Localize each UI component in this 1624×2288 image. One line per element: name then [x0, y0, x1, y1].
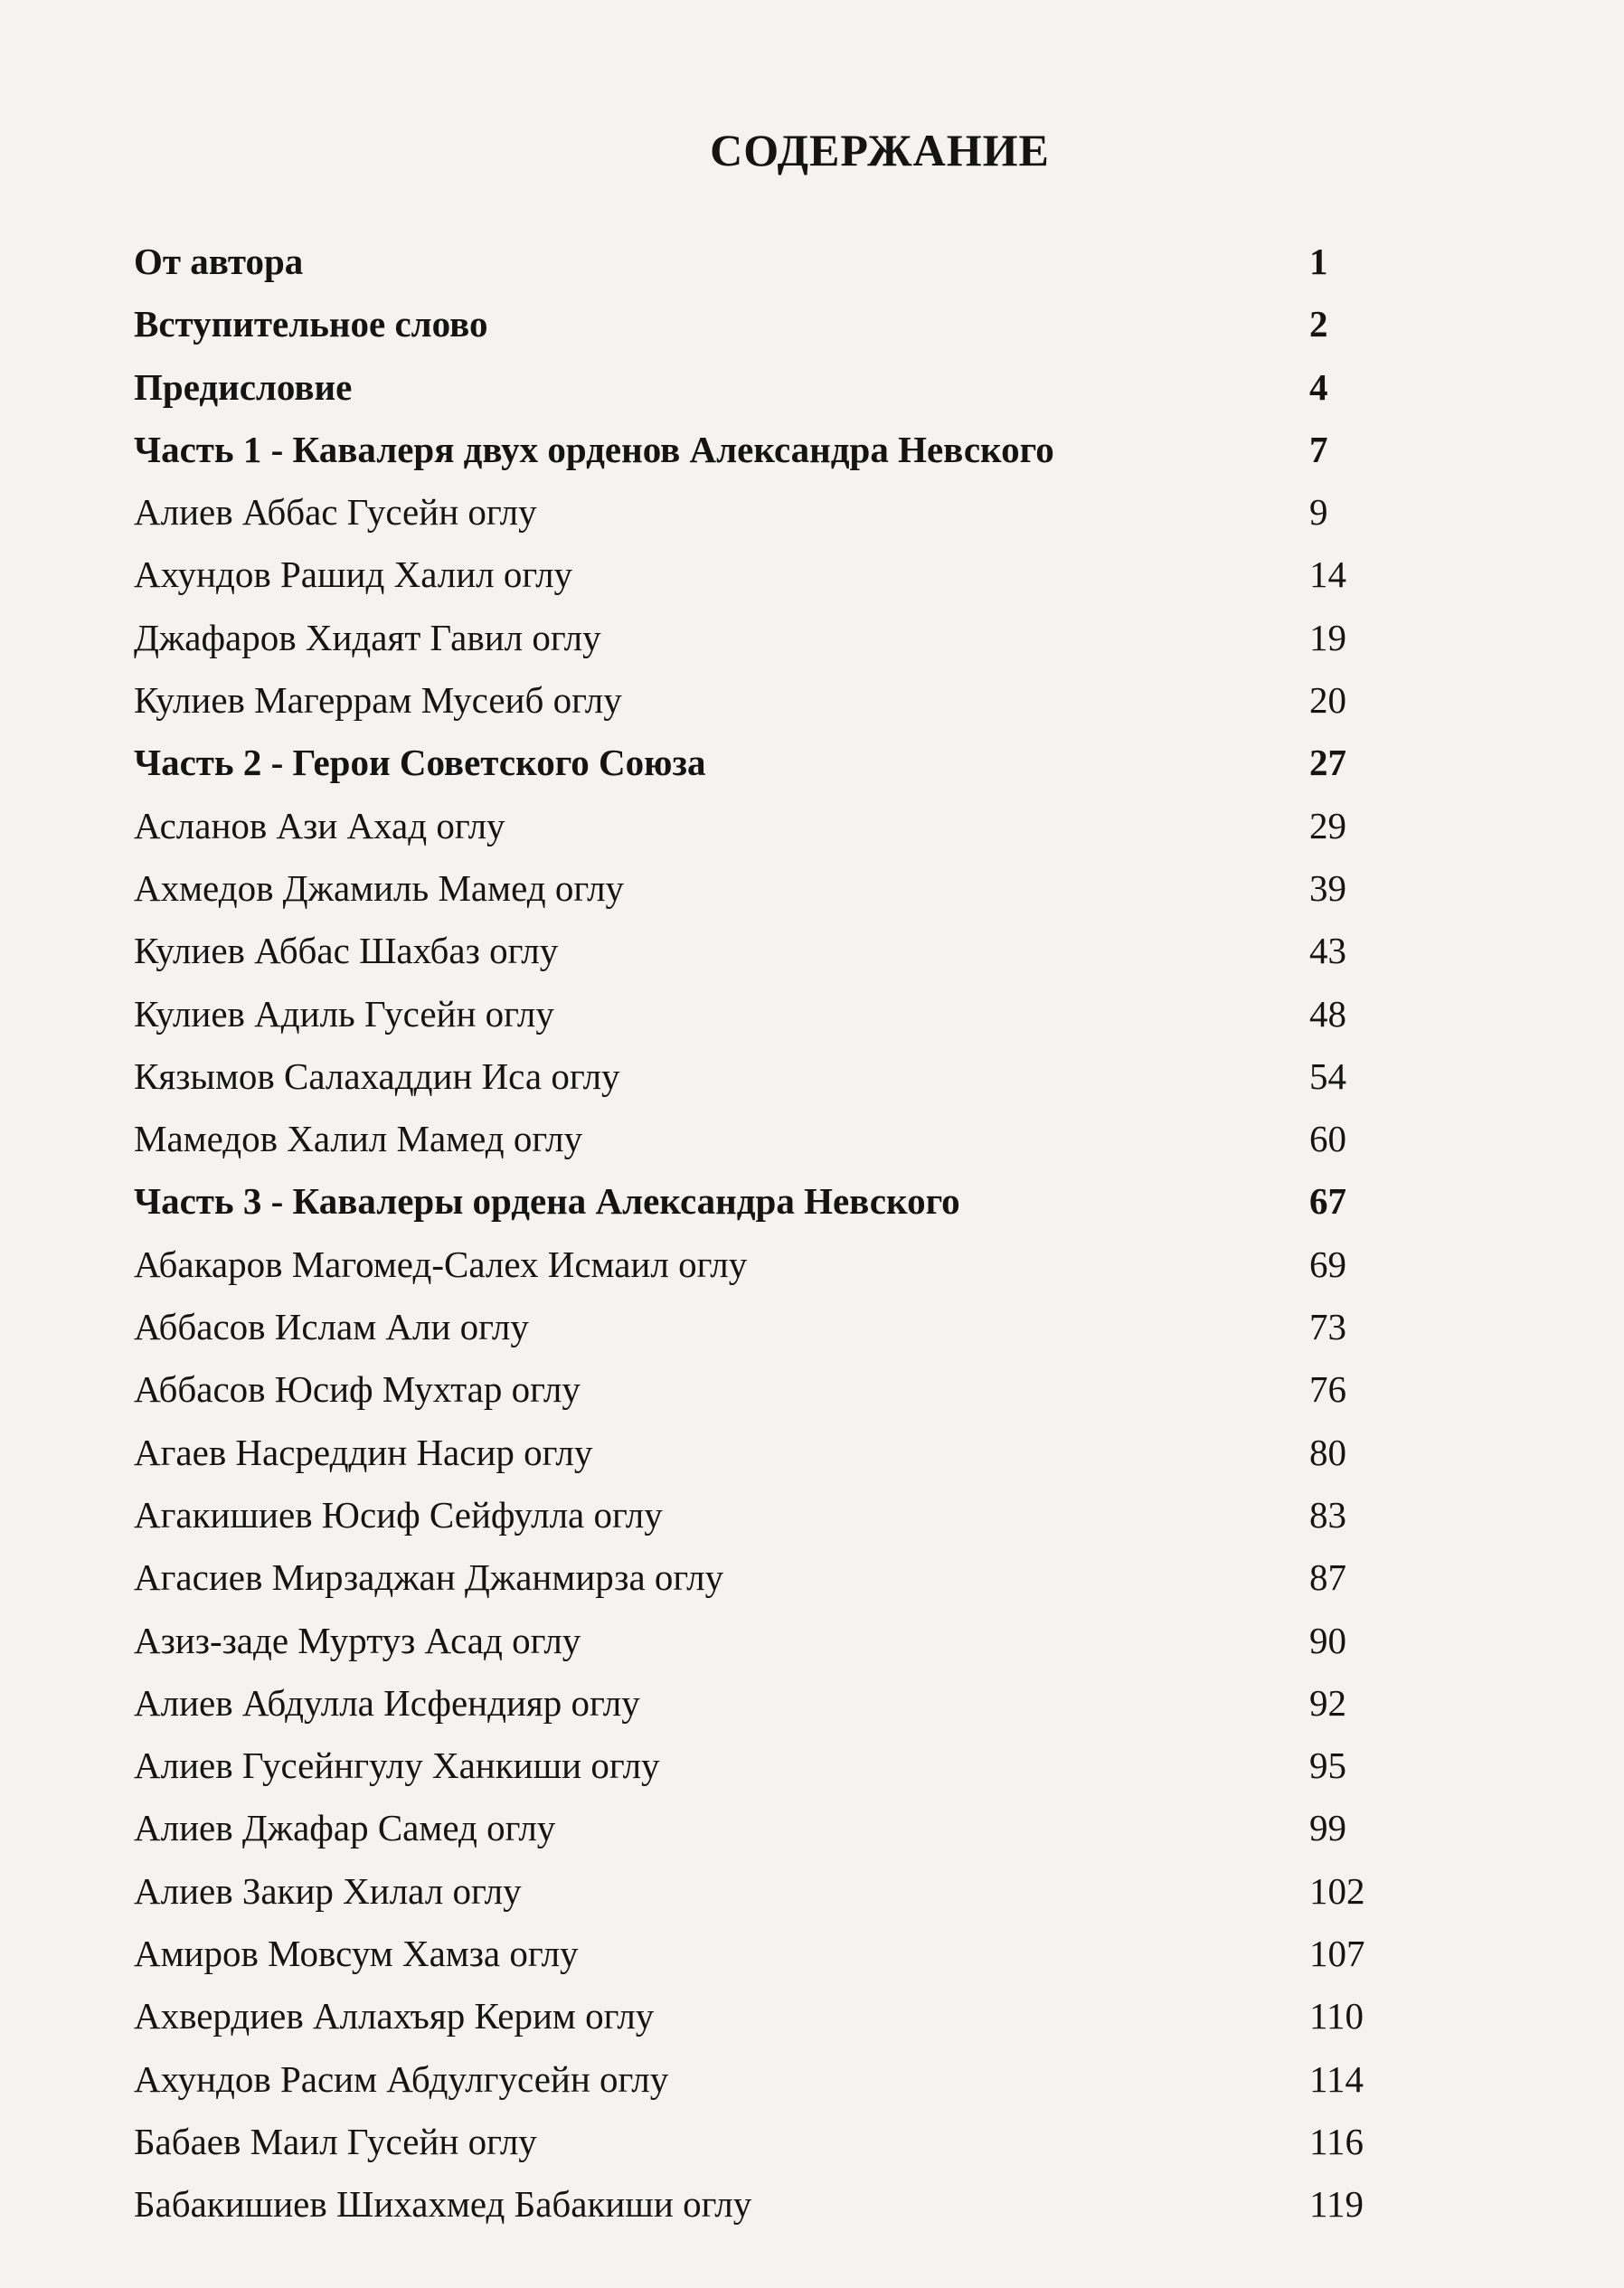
toc-entry-page-number: 102	[1309, 1869, 1365, 1912]
toc-section-heading	[134, 356, 1418, 419]
toc-section-heading	[134, 1170, 1418, 1233]
toc-entry-title: Ахундов Расим Абдулгусейн оглу	[134, 2057, 669, 2100]
toc-entry-title: Ахвердиев Аллахъяр Керим оглу	[134, 1995, 655, 2037]
toc-entry	[134, 2048, 1418, 2111]
toc-entry	[134, 669, 1418, 732]
toc-entry-page-number: 7	[1309, 428, 1328, 470]
toc-entry-title: Часть 2 - Герои Советского Союза	[134, 742, 706, 784]
toc-entry-title: Алиев Абдулла Исфендияр оглу	[134, 1681, 640, 1724]
toc-entry-title: Абакаров Магомед-Салех Исмаил оглу	[134, 1243, 748, 1285]
toc-entry	[134, 1108, 1418, 1170]
toc-entry	[134, 481, 1418, 544]
toc-entry-title: Часть 1 - Кавалеря двух орденов Александра Невского	[134, 428, 1054, 470]
toc-section-heading	[134, 231, 1418, 293]
toc-section-heading	[134, 293, 1418, 355]
toc-entry-title: Часть 3 - Кавалеры ордена Александра Невского	[134, 1180, 960, 1223]
toc-entry-page-number: 20	[1309, 679, 1346, 722]
toc-entry-page-number: 29	[1309, 804, 1346, 846]
toc-section-heading	[134, 419, 1418, 481]
toc-entry-title: Ахундов Рашид Халил оглу	[134, 553, 573, 596]
toc-entry-title: От автора	[134, 241, 304, 282]
toc-entry-page-number: 80	[1309, 1431, 1346, 1473]
toc-entry-page-number: 119	[1309, 2183, 1364, 2226]
toc-entry	[134, 544, 1418, 606]
toc-entry	[134, 1860, 1418, 1923]
toc-entry-page-number: 99	[1309, 1807, 1346, 1849]
toc-entry	[134, 920, 1418, 982]
toc-entry-title: Асланов Ази Ахад оглу	[134, 804, 505, 846]
toc-entry-page-number: 73	[1309, 1306, 1346, 1348]
toc-entry	[134, 1672, 1418, 1735]
toc-entry-page-number: 43	[1309, 930, 1346, 972]
toc-entry-page-number: 67	[1309, 1180, 1346, 1223]
toc-entry-page-number: 107	[1309, 1933, 1365, 1975]
toc-entry-page-number: 4	[1309, 365, 1328, 408]
toc-entry	[134, 1797, 1418, 1859]
toc-entry-title: Кулиев Аббас Шахбаз оглу	[134, 930, 559, 972]
toc-entry-page-number: 9	[1309, 491, 1328, 534]
toc-entry-title: Агасиев Мирзаджан Джанмирза оглу	[134, 1556, 724, 1599]
toc-entry	[134, 1296, 1418, 1358]
toc-entry-title: Амиров Мовсум Хамза оглу	[134, 1933, 579, 1975]
toc-entry-page-number: 95	[1309, 1744, 1346, 1787]
toc-entry	[134, 1923, 1418, 1985]
toc-entry	[134, 1985, 1418, 2047]
toc-entry-title: Джафаров Хидаят Гавил оглу	[134, 616, 601, 658]
toc-entry-page-number: 69	[1309, 1243, 1346, 1285]
toc-entry	[134, 1484, 1418, 1546]
toc-entry	[134, 1546, 1418, 1609]
toc-entry-page-number: 92	[1309, 1681, 1346, 1724]
toc-entry-title: Алиев Аббас Гусейн оглу	[134, 491, 537, 534]
toc-entry	[134, 1422, 1418, 1484]
toc-entry-page-number: 90	[1309, 1619, 1346, 1661]
toc-list	[134, 231, 1418, 2236]
toc-entry	[134, 1735, 1418, 1797]
toc-entry-title: Кязымов Салахаддин Иса оглу	[134, 1054, 620, 1097]
toc-entry	[134, 983, 1418, 1045]
toc-entry-title: Ахмедов Джамиль Мамед оглу	[134, 866, 625, 909]
toc-entry-title: Вступительное слово	[134, 303, 488, 345]
toc-entry-title: Алиев Джафар Самед оглу	[134, 1807, 556, 1849]
toc-entry-title: Аббасов Юсиф Мухтар оглу	[134, 1368, 581, 1411]
toc-entry-page-number: 87	[1309, 1556, 1346, 1599]
toc-entry-page-number: 1	[1309, 241, 1328, 282]
toc-entry-page-number: 116	[1309, 2120, 1364, 2162]
toc-section-heading	[134, 732, 1418, 794]
toc-entry-page-number: 76	[1309, 1368, 1346, 1411]
toc-entry-page-number: 54	[1309, 1054, 1346, 1097]
toc-entry	[134, 2111, 1418, 2173]
page-title: СОДЕРЖАНИЕ	[710, 125, 1050, 175]
toc-entry	[134, 1358, 1418, 1421]
toc-entry-page-number: 48	[1309, 992, 1346, 1035]
toc-entry-title: Мамедов Халил Мамед оглу	[134, 1118, 583, 1160]
toc-entry-page-number: 2	[1309, 303, 1328, 345]
toc-entry-page-number: 110	[1309, 1995, 1364, 2037]
toc-entry-page-number: 114	[1309, 2057, 1364, 2100]
toc-entry	[134, 857, 1418, 920]
toc-entry-page-number: 39	[1309, 866, 1346, 909]
toc-entry	[134, 1234, 1418, 1296]
toc-entry-page-number: 83	[1309, 1493, 1346, 1536]
toc-entry	[134, 1610, 1418, 1672]
toc-entry-title: Агакишиев Юсиф Сейфулла оглу	[134, 1493, 663, 1536]
toc-entry-title: Кулиев Магеррам Мусеиб оглу	[134, 679, 622, 722]
toc-entry-title: Бабаев Маил Гусейн оглу	[134, 2120, 537, 2162]
toc-entry-title: Алиев Гусейнгулу Ханкиши оглу	[134, 1744, 660, 1787]
toc-entry-title: Бабакишиев Шихахмед Бабакиши оглу	[134, 2183, 752, 2226]
toc-entry-title: Азиз-заде Муртуз Асад оглу	[134, 1619, 581, 1661]
toc-entry	[134, 795, 1418, 857]
toc-entry-page-number: 19	[1309, 616, 1346, 658]
toc-entry	[134, 1045, 1418, 1108]
toc-entry	[134, 2173, 1418, 2236]
toc-entry-title: Кулиев Адиль Гусейн оглу	[134, 992, 554, 1035]
toc-entry-page-number: 14	[1309, 553, 1346, 596]
toc-entry-page-number: 27	[1309, 742, 1346, 784]
toc-entry-page-number: 60	[1309, 1118, 1346, 1160]
toc-entry-title: Предисловие	[134, 365, 353, 408]
toc-entry-title: Аббасов Ислам Али оглу	[134, 1306, 529, 1348]
toc-entry-title: Алиев Закир Хилал оглу	[134, 1869, 522, 1912]
toc-entry	[134, 607, 1418, 669]
toc-entry-title: Агаев Насреддин Насир оглу	[134, 1431, 593, 1473]
